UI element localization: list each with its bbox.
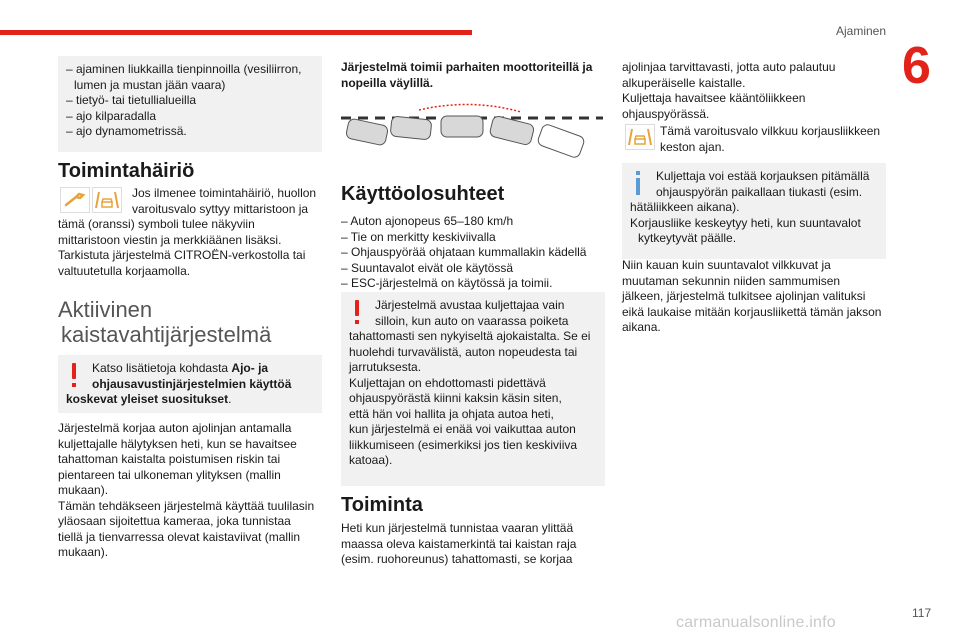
- conditions-list: [341, 214, 607, 292]
- warning-line: Järjestelmä avustaa kuljettajaa vain: [375, 298, 565, 312]
- warning-line: liikkumiseen (esimerkiksi jos tien keskiviiva: [349, 437, 578, 452]
- turn-signal-line: aikana.: [622, 320, 661, 334]
- list-box: [58, 56, 322, 152]
- fault-text: [132, 186, 324, 217]
- body-line: mukaan).: [58, 545, 109, 559]
- info-line: Korjausliike keskeytyy heti, kun suuntavalot: [630, 215, 861, 230]
- lane-warning-light-icon: [625, 124, 655, 150]
- warning-line: että hän voi hallita ja ohjata autoa heti,: [349, 406, 554, 421]
- list-line: – ajo dynamometrissä.: [66, 124, 187, 138]
- fault-line: tämä (oranssi) symboli tulee näkyviin: [58, 217, 255, 231]
- warning-light-text: [660, 124, 890, 155]
- operation-line: (esim. ruohoreunus) tahattomasti, se korjaa: [341, 552, 573, 566]
- warning-box: [341, 292, 605, 486]
- lane-keeping-icon: [92, 187, 122, 213]
- note-bold: ohjausavustinjärjestelmien käyttöä: [92, 376, 292, 391]
- fault-heading: Toimintahäiriö: [58, 160, 195, 182]
- service-wrench-icon: [60, 187, 90, 213]
- fault-line: valtuutetulla korjaamolla.: [58, 263, 191, 278]
- warning-line: jarrutuksesta.: [349, 360, 422, 374]
- condition-item: – Tie on merkitty keskiviivalla: [341, 229, 496, 244]
- correction-line: ajolinjaa tarvittavasti, jotta auto palautuu: [622, 60, 836, 74]
- turn-signal-line: muutaman sekunnin niiden sammumisen: [622, 273, 841, 288]
- body-line: yläosaan sijoitettua kameraa, joka tunnistaa: [58, 514, 291, 528]
- info-line: kytkeytyvät päälle.: [638, 231, 737, 245]
- body-line: Järjestelmä korjaa auton ajolinjan antamalla: [58, 421, 292, 435]
- note-box: [58, 355, 322, 413]
- turn-signal-text: [622, 258, 888, 336]
- intro-bold-line: Järjestelmä toimii parhaiten moottoriteillä ja: [341, 60, 593, 74]
- body-line: mukaan).: [58, 483, 109, 497]
- body-line: tiellä ja tienvarressa olevat kaistaviivat (mallin: [58, 529, 301, 544]
- header-accent-bar: [0, 30, 472, 35]
- warning-light-line: keston ajan.: [660, 139, 725, 154]
- body-line: pientareen tai ulkoneman ylityksen (mallin: [58, 467, 281, 482]
- warning-line: ohjauspyörästä kiinni kaksin käsin siten,: [349, 391, 562, 405]
- body-line: kuljettajalle hälytyksen heti, kun se havaitsee: [58, 436, 297, 451]
- conditions-heading: Käyttöolosuhteet: [341, 183, 505, 205]
- info-line: Kuljettaja voi estää korjauksen pitämällä: [656, 169, 870, 183]
- operation-line: maassa oleva kaistamerkintä tai kaistan raja: [341, 536, 577, 551]
- correction-line: Kuljettaja havaitsee kääntöliikkeen: [622, 91, 806, 105]
- turn-signal-line: eikä laukaise mitään korjausliikettä tämän jakson: [622, 304, 882, 319]
- warning-icon: [351, 300, 363, 326]
- fault-line: Jos ilmenee toimintahäiriö, huollon: [132, 186, 317, 200]
- watermark: carmanualsonline.info: [676, 614, 836, 631]
- main-heading: [58, 297, 271, 347]
- warning-icon: [68, 363, 80, 389]
- page-number: 117: [912, 606, 932, 620]
- section-title: Ajaminen: [836, 24, 887, 38]
- warning-light-line: Tämä varoitusvalo vilkkuu korjausliikkeen: [660, 124, 881, 138]
- note-text: Katso lisätietoja kohdasta: [92, 361, 232, 375]
- warning-line: huolehdi turvavälistä, auton nopeudesta tai: [349, 344, 578, 359]
- main-heading-line1: Aktiivinen: [58, 297, 153, 322]
- intro-bold-line: nopeilla väylillä.: [341, 75, 434, 90]
- fault-line: mittaristoon viestin ja merkkiäänen lisäksi.: [58, 232, 282, 247]
- fault-line: varoitusvalo syttyy mittaristoon ja: [132, 201, 309, 216]
- operation-text: [341, 521, 607, 568]
- correction-text: [622, 60, 888, 122]
- body-line: Tämän tehdäkseen järjestelmä käyttää tuulilasin: [58, 498, 315, 513]
- intro-text: [58, 421, 324, 561]
- list-line: – tietyö- tai tietullialueilla: [66, 93, 197, 107]
- lane-correction-illustration: [341, 100, 603, 164]
- fault-line: Tarkistuta järjestelmä CITROËN-verkostolla tai: [58, 248, 306, 262]
- warning-line: kun järjestelmä ei enää voi vaikuttaa auton: [349, 422, 576, 436]
- condition-item: – Auton ajonopeus 65–180 km/h: [341, 214, 514, 228]
- info-icon: [632, 171, 644, 197]
- note-bold: koskevat yleiset suositukset: [66, 392, 229, 406]
- warning-line: Kuljettajan on ehdottomasti pidettävä: [349, 375, 546, 390]
- body-line: tahattoman kaistalta poistumisen riskin tai: [58, 452, 281, 466]
- condition-item: – Ohjauspyörää ohjataan kummallakin kädellä: [341, 245, 587, 259]
- correction-line: alkuperäiselle kaistalle.: [622, 75, 746, 90]
- turn-signal-line: jälkeen, järjestelmä tulkitsee ajolinjan valituksi: [622, 289, 866, 303]
- condition-item: – ESC-järjestelmä on käytössä ja toimii.: [341, 276, 553, 290]
- operation-heading: Toiminta: [341, 494, 423, 516]
- info-line: ohjauspyörän paikallaan tiukasti (esim.: [656, 184, 863, 199]
- turn-signal-line: Niin kauan kuin suuntavalot vilkkuvat ja: [622, 258, 831, 272]
- info-line: hätäliikkeen aikana).: [630, 200, 740, 214]
- warning-line: tahattomasti sen nykyiseltä ajokaistalta. Se ei: [349, 329, 591, 343]
- condition-item: – Suuntavalot eivät ole käytössä: [341, 260, 514, 275]
- note-bold: Ajo- ja: [231, 361, 269, 375]
- operation-line: Heti kun järjestelmä tunnistaa vaaran ylittää: [341, 521, 574, 535]
- correction-line: ohjauspyörässä.: [622, 106, 710, 121]
- main-heading-line2: kaistavahtijärjestelmä: [61, 322, 272, 347]
- chapter-number: 6: [902, 37, 931, 95]
- warning-line: silloin, kun auto on vaarassa poiketa: [375, 313, 569, 328]
- note-end: .: [228, 392, 232, 406]
- list-line: – ajaminen liukkailla tienpinnoilla (vesiliirron,: [66, 62, 302, 76]
- list-line: lumen ja mustan jään vaara): [74, 77, 226, 92]
- intro-bold: [341, 60, 607, 91]
- info-box: [622, 163, 886, 259]
- fault-text-continued: [58, 217, 324, 279]
- list-line: – ajo kilparadalla: [66, 108, 157, 123]
- warning-line: katoaa).: [349, 453, 393, 467]
